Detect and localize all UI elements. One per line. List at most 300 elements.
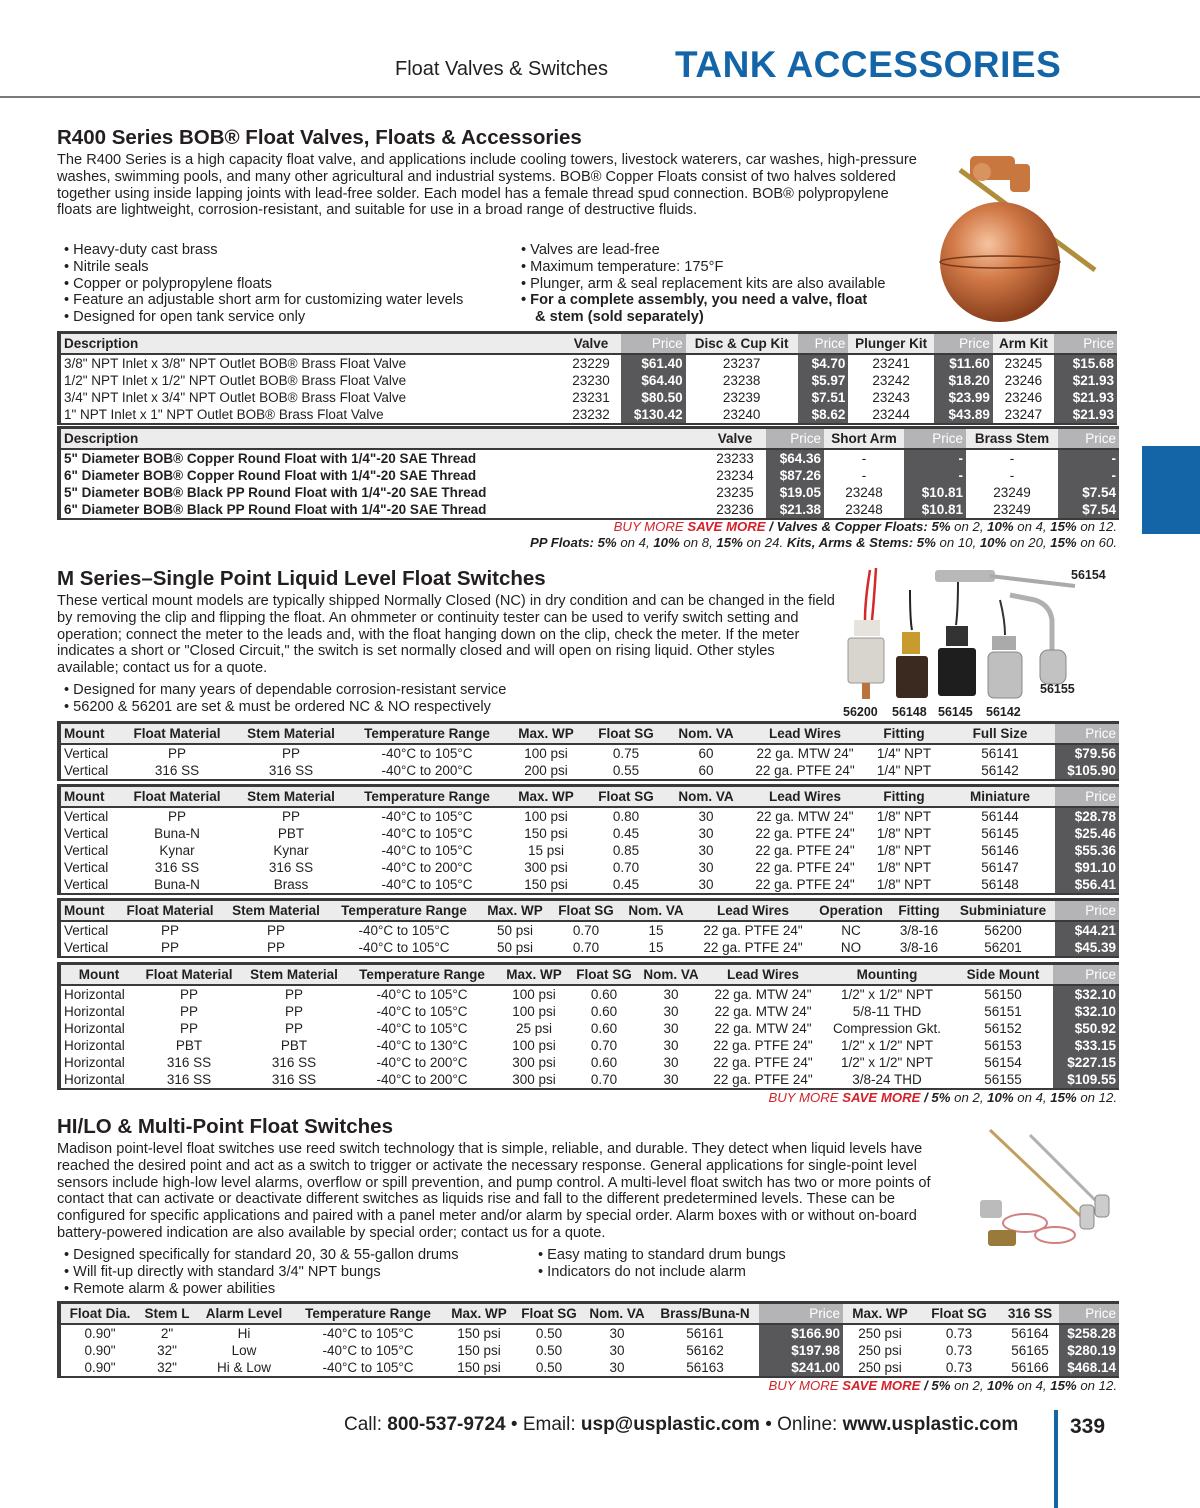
table-cell: Vertical (64, 842, 109, 858)
table-cell: 5" Diameter BOB® Black PP Round Float with 1/4"-20 SAE Thread (64, 484, 487, 500)
col-header: Max. WP (443, 1303, 515, 1324)
col-header: Float SG (551, 900, 621, 921)
table-cell: 56201 (984, 939, 1022, 955)
table-cell: 56141 (981, 745, 1019, 761)
price-cell: $25.46 (1055, 825, 1119, 842)
col-header: Float SG (587, 786, 665, 807)
bullet-item: • Heavy-duty cast brass (64, 242, 218, 258)
phone-link[interactable]: 800-537-9724 (387, 1414, 506, 1435)
price-cell: $79.56 (1055, 744, 1119, 762)
table-cell: 300 psi (512, 1071, 556, 1087)
table-cell: 56146 (981, 842, 1019, 858)
discount-text: 15% (1050, 1090, 1077, 1105)
table-cell: PP (179, 1020, 198, 1036)
col-header: Lead Wires (705, 964, 821, 985)
col-header: Valve (562, 333, 621, 354)
col-header: Float Material (137, 964, 241, 985)
table-cell: 0.50 (535, 1359, 563, 1375)
table-cell: 23242 (872, 372, 910, 388)
col-header: Price (1055, 786, 1119, 807)
table-cell: Vertical (64, 939, 109, 955)
mseries-bullets (64, 682, 506, 716)
discount-text: PP Floats: 5% (529, 535, 617, 550)
table-cell: 30 (698, 825, 714, 841)
table-cell: 22 ga. PTFE 24" (713, 1071, 813, 1087)
hilo-description: Madison point-level float switches use reed switch technology that is simple, reliable, and durable. They detect when liquid levels have reached the desired point and act as a switch to trigger or activate the necessary response. General applications for single-point level sensors include high-low level alarms, overflow or spill prevention, and pump control. A multi-level float switch has two or more points of contact that can activate or deactivate different switches as liquids rise and fall to the different predetermined levels. These can be configured for specific applications and paired with a panel meter and/or alarm by special order. Alarm boxes with or without on-board battery-powered indication are also available by special order; contact us for a quote. (57, 1141, 931, 1241)
col-header: 316 SS (1001, 1303, 1059, 1324)
table-cell: 22 ga. PTFE 24" (713, 1054, 813, 1070)
table-cell: 23246 (1004, 372, 1043, 388)
table-cell: 6" Diameter BOB® Copper Round Float with 1/4"-20 SAE Thread (64, 467, 477, 483)
col-header: Price (766, 428, 824, 449)
table-cell: Buna-N (154, 876, 200, 892)
col-header: Price (1055, 900, 1119, 921)
col-header: Temperature Range (347, 964, 497, 985)
table-cell: 30 (663, 1020, 679, 1036)
table-cell: 3/8-16 (899, 922, 939, 938)
table-cell: 30 (663, 1037, 679, 1053)
table-cell: Vertical (64, 762, 109, 778)
r400-bullets-left (64, 242, 463, 326)
table-cell: 56163 (686, 1359, 724, 1375)
table-cell: 56150 (984, 986, 1022, 1002)
table-cell: 23236 (716, 501, 754, 517)
col-header: Brass Stem (966, 428, 1058, 449)
table-cell: -40°C to 105°C (376, 1003, 468, 1019)
r400-section (57, 126, 917, 219)
col-header: Price (1053, 964, 1119, 985)
price-cell: $258.28 (1059, 1324, 1119, 1342)
table-cell: 23240 (722, 406, 761, 422)
table-cell: PBT (175, 1037, 203, 1053)
price-cell: $10.81 (904, 501, 966, 519)
table-row (59, 876, 1119, 894)
table-cell: 56142 (981, 762, 1019, 778)
price-cell: $5.97 (798, 372, 849, 389)
table-cell: 23249 (993, 501, 1031, 517)
table-cell: 22 ga. PTFE 24" (703, 939, 803, 955)
price-cell: $55.36 (1055, 842, 1119, 859)
table-cell: Low (231, 1342, 257, 1358)
price-cell: $7.54 (1058, 501, 1119, 519)
table-cell: 23247 (1004, 406, 1043, 422)
discount-text: 15% (1050, 535, 1077, 550)
table-cell: 1/2" x 1/2" NPT (840, 986, 934, 1002)
table-cell: Horizontal (64, 1020, 125, 1036)
table-cell: 0.73 (945, 1342, 973, 1358)
table-cell: - (861, 450, 867, 466)
table-cell: Kynar (159, 842, 195, 858)
price-cell: $21.93 (1054, 372, 1117, 389)
discount-text: Kits, Arms & Stems: 5% (786, 535, 936, 550)
table-cell: 30 (609, 1359, 625, 1375)
table-cell: -40°C to 105°C (376, 986, 468, 1002)
table-cell: 0.45 (612, 876, 640, 892)
table-cell: PBT (280, 1037, 308, 1053)
bullet-item: • Nitrile seals (64, 258, 149, 275)
col-header: Short Arm (824, 428, 904, 449)
price-cell: $45.39 (1055, 939, 1119, 957)
table-cell: 0.60 (590, 1003, 618, 1019)
r400-float-table (57, 426, 1119, 520)
discount-text: 10% (979, 535, 1007, 550)
discount-text: on 12. (1076, 1378, 1117, 1393)
table-cell: 23243 (872, 389, 910, 405)
table-cell: -40°C to 105°C (381, 842, 473, 858)
table-cell: 60 (698, 745, 714, 761)
discount-text: on 2, (950, 519, 988, 534)
col-header: Brass/Buna-N (651, 1303, 759, 1324)
col-header: Price (1058, 428, 1119, 449)
bullet-item: • Indicators do not include alarm (538, 1263, 746, 1280)
table-cell: 150 psi (457, 1359, 501, 1375)
col-header: Description (59, 428, 704, 449)
price-cell: $4.70 (798, 354, 849, 372)
col-header: Max. WP (843, 1303, 917, 1324)
col-header: Price (1055, 723, 1119, 744)
table-cell: 56153 (984, 1037, 1022, 1053)
table-cell: 3/8-24 THD (852, 1071, 922, 1087)
price-cell: $50.92 (1053, 1020, 1119, 1037)
col-header: Price (798, 333, 849, 354)
table-cell: 15 (648, 922, 664, 938)
table-row (59, 762, 1119, 780)
col-header: Description (59, 333, 562, 354)
price-cell: $15.68 (1054, 354, 1117, 372)
table-cell: Hi & Low (216, 1359, 272, 1375)
table-cell: 0.73 (945, 1325, 973, 1341)
discount-text: on 12. (1076, 519, 1117, 534)
bullet-item: • Designed specifically for standard 20, 30 & 55-gallon drums (64, 1247, 459, 1263)
discount-text: on 8, (679, 535, 717, 550)
table-cell: PP (179, 1003, 198, 1019)
hilo-bullets-left (64, 1247, 459, 1297)
table-cell: 50 psi (496, 922, 534, 938)
table-cell: 23244 (872, 406, 910, 422)
header-rule (0, 96, 1200, 98)
col-header: Fitting (863, 786, 945, 807)
table-cell: PP (281, 808, 300, 824)
price-cell: $33.15 (1053, 1037, 1119, 1054)
table-cell: -40°C to 105°C (381, 808, 473, 824)
table-cell: 200 psi (524, 762, 568, 778)
col-header: Subminiature (951, 900, 1055, 921)
bullet-item: • Feature an adjustable short arm for customizing water levels (64, 292, 464, 309)
image-label: 56200 (843, 705, 878, 719)
table-cell: PP (284, 986, 303, 1002)
price-cell: $19.05 (766, 484, 824, 501)
table-cell: 30 (698, 842, 714, 858)
table-cell: 100 psi (524, 745, 568, 761)
table-cell: 23246 (1004, 389, 1043, 405)
r400-title: R400 Series BOB® Float Valves, Floats & Accessories (57, 126, 582, 149)
table-cell: 1/8" NPT (876, 876, 932, 892)
col-header: Nom. VA (665, 786, 747, 807)
table-cell: PP (179, 986, 198, 1002)
table-cell: PP (160, 922, 179, 938)
discount-text: on 4, (1013, 519, 1051, 534)
table-cell: 22 ga. PTFE 24" (755, 825, 855, 841)
table-cell: Brass (273, 876, 309, 892)
table-cell: -40°C to 105°C (376, 1020, 468, 1036)
r400-bullets-right (521, 242, 885, 326)
table-row (59, 859, 1119, 876)
price-cell: $109.55 (1053, 1071, 1119, 1089)
table-cell: 300 psi (524, 859, 568, 875)
table-cell: 22 ga. PTFE 24" (755, 859, 855, 875)
table-cell: 30 (609, 1325, 625, 1341)
col-header: Lead Wires (747, 786, 863, 807)
table-row (59, 1020, 1119, 1037)
page-title: TANK ACCESSORIES (675, 44, 1062, 85)
footer-label: Call: (344, 1414, 388, 1435)
table-row (59, 807, 1119, 825)
table-cell: 316 SS (166, 1054, 212, 1070)
price-cell: $468.14 (1059, 1359, 1119, 1377)
col-header: Float SG (515, 1303, 583, 1324)
table-cell: 30 (698, 876, 714, 892)
table-cell: 0.45 (612, 825, 640, 841)
table-cell: 23249 (993, 484, 1031, 500)
table-cell: 23234 (716, 467, 754, 483)
table-cell: 316 SS (154, 762, 200, 778)
table-cell: 30 (698, 808, 714, 824)
col-header: Lead Wires (691, 900, 815, 921)
table-cell: 23233 (716, 450, 754, 466)
discount-text: BUY MORE (768, 1378, 843, 1393)
table-cell: 316 SS (271, 1071, 317, 1087)
email-link[interactable]: usp@usplastic.com (580, 1414, 760, 1435)
price-cell: $7.51 (798, 389, 849, 406)
col-header: Mount (59, 900, 117, 921)
table-cell: 23237 (722, 355, 761, 371)
table-cell: 23229 (572, 355, 610, 371)
table-cell: 56151 (984, 1003, 1022, 1019)
col-header: Price (934, 333, 993, 354)
table-cell: 0.55 (612, 762, 640, 778)
bullet-item: • Will fit-up directly with standard 3/4" NPT bungs (64, 1263, 381, 1280)
image-label: 56155 (1040, 682, 1075, 696)
price-cell: $43.89 (934, 406, 993, 424)
table-cell: 0.90" (84, 1342, 116, 1358)
table-cell: 100 psi (512, 1037, 556, 1053)
table-cell: Horizontal (64, 986, 125, 1002)
table-cell: NC (841, 922, 861, 938)
table-cell: 1/2" x 1/2" NPT (840, 1054, 934, 1070)
table-cell: 1/8" NPT (876, 808, 932, 824)
image-label: 56142 (986, 705, 1021, 719)
table-cell: -40°C to 130°C (376, 1037, 468, 1053)
footer-contact (344, 1414, 1018, 1436)
col-header: Stem Material (223, 900, 329, 921)
table-cell: 150 psi (524, 825, 568, 841)
table-row (59, 449, 1119, 467)
col-header: Arm Kit (993, 333, 1054, 354)
table-cell: 250 psi (858, 1325, 902, 1341)
table-cell: 0.70 (612, 859, 640, 875)
col-header: Max. WP (505, 786, 587, 807)
table-cell: 3/4" NPT Inlet x 3/4" NPT Outlet BOB® Brass Float Valve (64, 389, 407, 405)
table-cell: PP (284, 1003, 303, 1019)
table-cell: 22 ga. PTFE 24" (703, 922, 803, 938)
discount-text: on 4, (616, 535, 654, 550)
table-cell: -40°C to 200°C (381, 762, 473, 778)
table-cell: PP (266, 922, 285, 938)
table-cell: -40°C to 200°C (381, 859, 473, 875)
table-cell: 1/8" NPT (876, 859, 932, 875)
bullet-item: • Copper or polypropylene floats (64, 275, 272, 292)
col-header: Price (1059, 1303, 1119, 1324)
bullet-item: • Easy mating to standard drum bungs (538, 1247, 786, 1263)
multipoint-switch-image (970, 1125, 1120, 1265)
price-cell: $11.60 (934, 354, 993, 372)
col-header: Float SG (571, 964, 637, 985)
col-header: Float SG (587, 723, 665, 744)
col-header: Nom. VA (637, 964, 705, 985)
side-mount-table (57, 962, 1119, 1090)
col-header: Temperature Range (293, 1303, 443, 1324)
col-header: Float Material (121, 723, 233, 744)
price-cell: $166.90 (759, 1324, 843, 1342)
table-cell: Horizontal (64, 1003, 125, 1019)
table-cell: PP (167, 745, 186, 761)
discount-text: SAVE MORE (687, 519, 766, 534)
r400-valve-table (57, 331, 1117, 425)
price-cell: $7.54 (1058, 484, 1119, 501)
table-cell: 30 (663, 1071, 679, 1087)
table-cell: Vertical (64, 745, 109, 761)
table-cell: 32" (157, 1359, 177, 1375)
table-cell: 56162 (686, 1342, 724, 1358)
website-link[interactable]: www.usplastic.com (842, 1414, 1019, 1435)
table-cell: 316 SS (268, 859, 314, 875)
table-cell: 150 psi (524, 876, 568, 892)
table-cell: 1" NPT Inlet x 1" NPT Outlet BOB® Brass Float Valve (64, 406, 384, 422)
table-row (59, 354, 1117, 372)
col-header: Stem Material (241, 964, 347, 985)
table-row (59, 1054, 1119, 1071)
col-header: Mounting (821, 964, 953, 985)
table-cell: Vertical (64, 876, 109, 892)
subminiature-table (57, 898, 1119, 958)
table-cell: 316 SS (166, 1071, 212, 1087)
footer-rule (1054, 1410, 1058, 1508)
table-cell: 250 psi (858, 1359, 902, 1375)
discount-text: 10% (987, 1378, 1014, 1393)
table-cell: 0.80 (612, 808, 640, 824)
table-cell: 22 ga. MTW 24" (714, 1020, 812, 1036)
footer-label: • Email: (505, 1414, 581, 1435)
table-row (59, 484, 1119, 501)
col-header: Mount (59, 964, 137, 985)
price-cell: - (1058, 449, 1119, 467)
col-header: Fitting (887, 900, 951, 921)
table-cell: -40°C to 105°C (381, 876, 473, 892)
table-cell: 100 psi (512, 986, 556, 1002)
table-cell: Horizontal (64, 1071, 125, 1087)
col-header: Miniature (945, 786, 1055, 807)
price-cell: $91.10 (1055, 859, 1119, 876)
table-cell: -40°C to 105°C (381, 825, 473, 841)
hilo-section (57, 1115, 962, 1242)
table-cell: -40°C to 105°C (358, 922, 450, 938)
price-cell: $32.10 (1053, 985, 1119, 1003)
mseries-discount (768, 1090, 1117, 1106)
hilo-bullets-right (538, 1247, 786, 1281)
col-header: Nom. VA (665, 723, 747, 744)
price-cell: $197.98 (759, 1342, 843, 1359)
table-cell: 56166 (1011, 1359, 1049, 1375)
table-cell: 56154 (984, 1054, 1022, 1070)
col-header: Operation (815, 900, 887, 921)
table-cell: 0.50 (535, 1325, 563, 1341)
table-cell: 0.75 (612, 745, 640, 761)
table-row (59, 985, 1119, 1003)
col-header: Float Dia. (59, 1303, 139, 1324)
col-header: Full Size (945, 723, 1055, 744)
price-cell: - (904, 467, 966, 484)
table-cell: Vertical (64, 808, 109, 824)
discount-text: 15% (1050, 1378, 1077, 1393)
col-header: Temperature Range (349, 723, 505, 744)
table-cell: 316 SS (271, 1054, 317, 1070)
table-row (59, 921, 1119, 939)
col-header: Float Material (117, 900, 223, 921)
discount-text: BUY MORE (613, 519, 688, 534)
table-cell: 1/4" NPT (876, 745, 932, 761)
mseries-description: These vertical mount models are typically shipped Normally Closed (NC) in dry condition and can be changed in the field by removing the clip and flipping the float. An ohmmeter or continuity tester can be used to verify switch setting and operation; connect the meter to the leads and, with the float hanging down on the clip, check the meter. If the meter indicates a short or "Closed Circuit," the switch is set normally closed and will open on rising liquid. Other styles available; contact us for a quote. (57, 593, 835, 677)
table-cell: Horizontal (64, 1054, 125, 1070)
price-cell: $61.40 (621, 354, 686, 372)
col-header: Plunger Kit (848, 333, 933, 354)
float-valve-image (930, 150, 1120, 330)
miniature-table (57, 784, 1119, 895)
discount-text: on 10, (935, 535, 980, 550)
table-row (59, 1359, 1119, 1377)
mseries-section (57, 567, 837, 677)
table-cell: Compression Gkt. (832, 1020, 942, 1036)
table-cell: 5/8-11 THD (852, 1003, 922, 1019)
table-cell: 25 psi (515, 1020, 553, 1036)
table-cell: 22 ga. PTFE 24" (755, 842, 855, 858)
col-header: Max. WP (505, 723, 587, 744)
table-cell: 150 psi (457, 1325, 501, 1341)
discount-text: on 24. (742, 535, 787, 550)
price-cell: $21.93 (1054, 389, 1117, 406)
price-cell: $80.50 (621, 389, 686, 406)
col-header: Max. WP (479, 900, 551, 921)
col-header: Nom. VA (621, 900, 691, 921)
table-cell: 0.70 (590, 1037, 618, 1053)
footer-label: • Online: (759, 1414, 843, 1435)
table-cell: 1/2" x 1/2" NPT (840, 1037, 934, 1053)
table-cell: 0.73 (945, 1359, 973, 1375)
r400-description: The R400 Series is a high capacity float valve, and applications include cooling towers, livestock waterers, car washes, high-pressure washes, swimming pools, and many other agricultural and industrial systems. BOB® Copper Floats consist of two halves soldered together using inside lapping joints with lead-free solder. Each model has a female thread spud connection. BOB® polypropylene floats are lightweight, corrosion-resistant, and suitable for use in a broad range of destructive fluids. (57, 152, 917, 219)
full-size-table (57, 721, 1119, 781)
table-cell: 23230 (572, 372, 610, 388)
table-cell: 1/8" NPT (876, 842, 932, 858)
table-cell: 316 SS (268, 762, 314, 778)
table-cell: 250 psi (858, 1342, 902, 1358)
col-header: Valve (704, 428, 766, 449)
table-cell: 23245 (1004, 355, 1043, 371)
table-cell: 56164 (1011, 1325, 1049, 1341)
table-cell: -40°C to 105°C (322, 1342, 414, 1358)
col-header: Stem L (139, 1303, 195, 1324)
col-header: Price (621, 333, 686, 354)
bullet-item: • Valves are lead-free (521, 242, 660, 258)
table-cell: 23232 (572, 406, 610, 422)
